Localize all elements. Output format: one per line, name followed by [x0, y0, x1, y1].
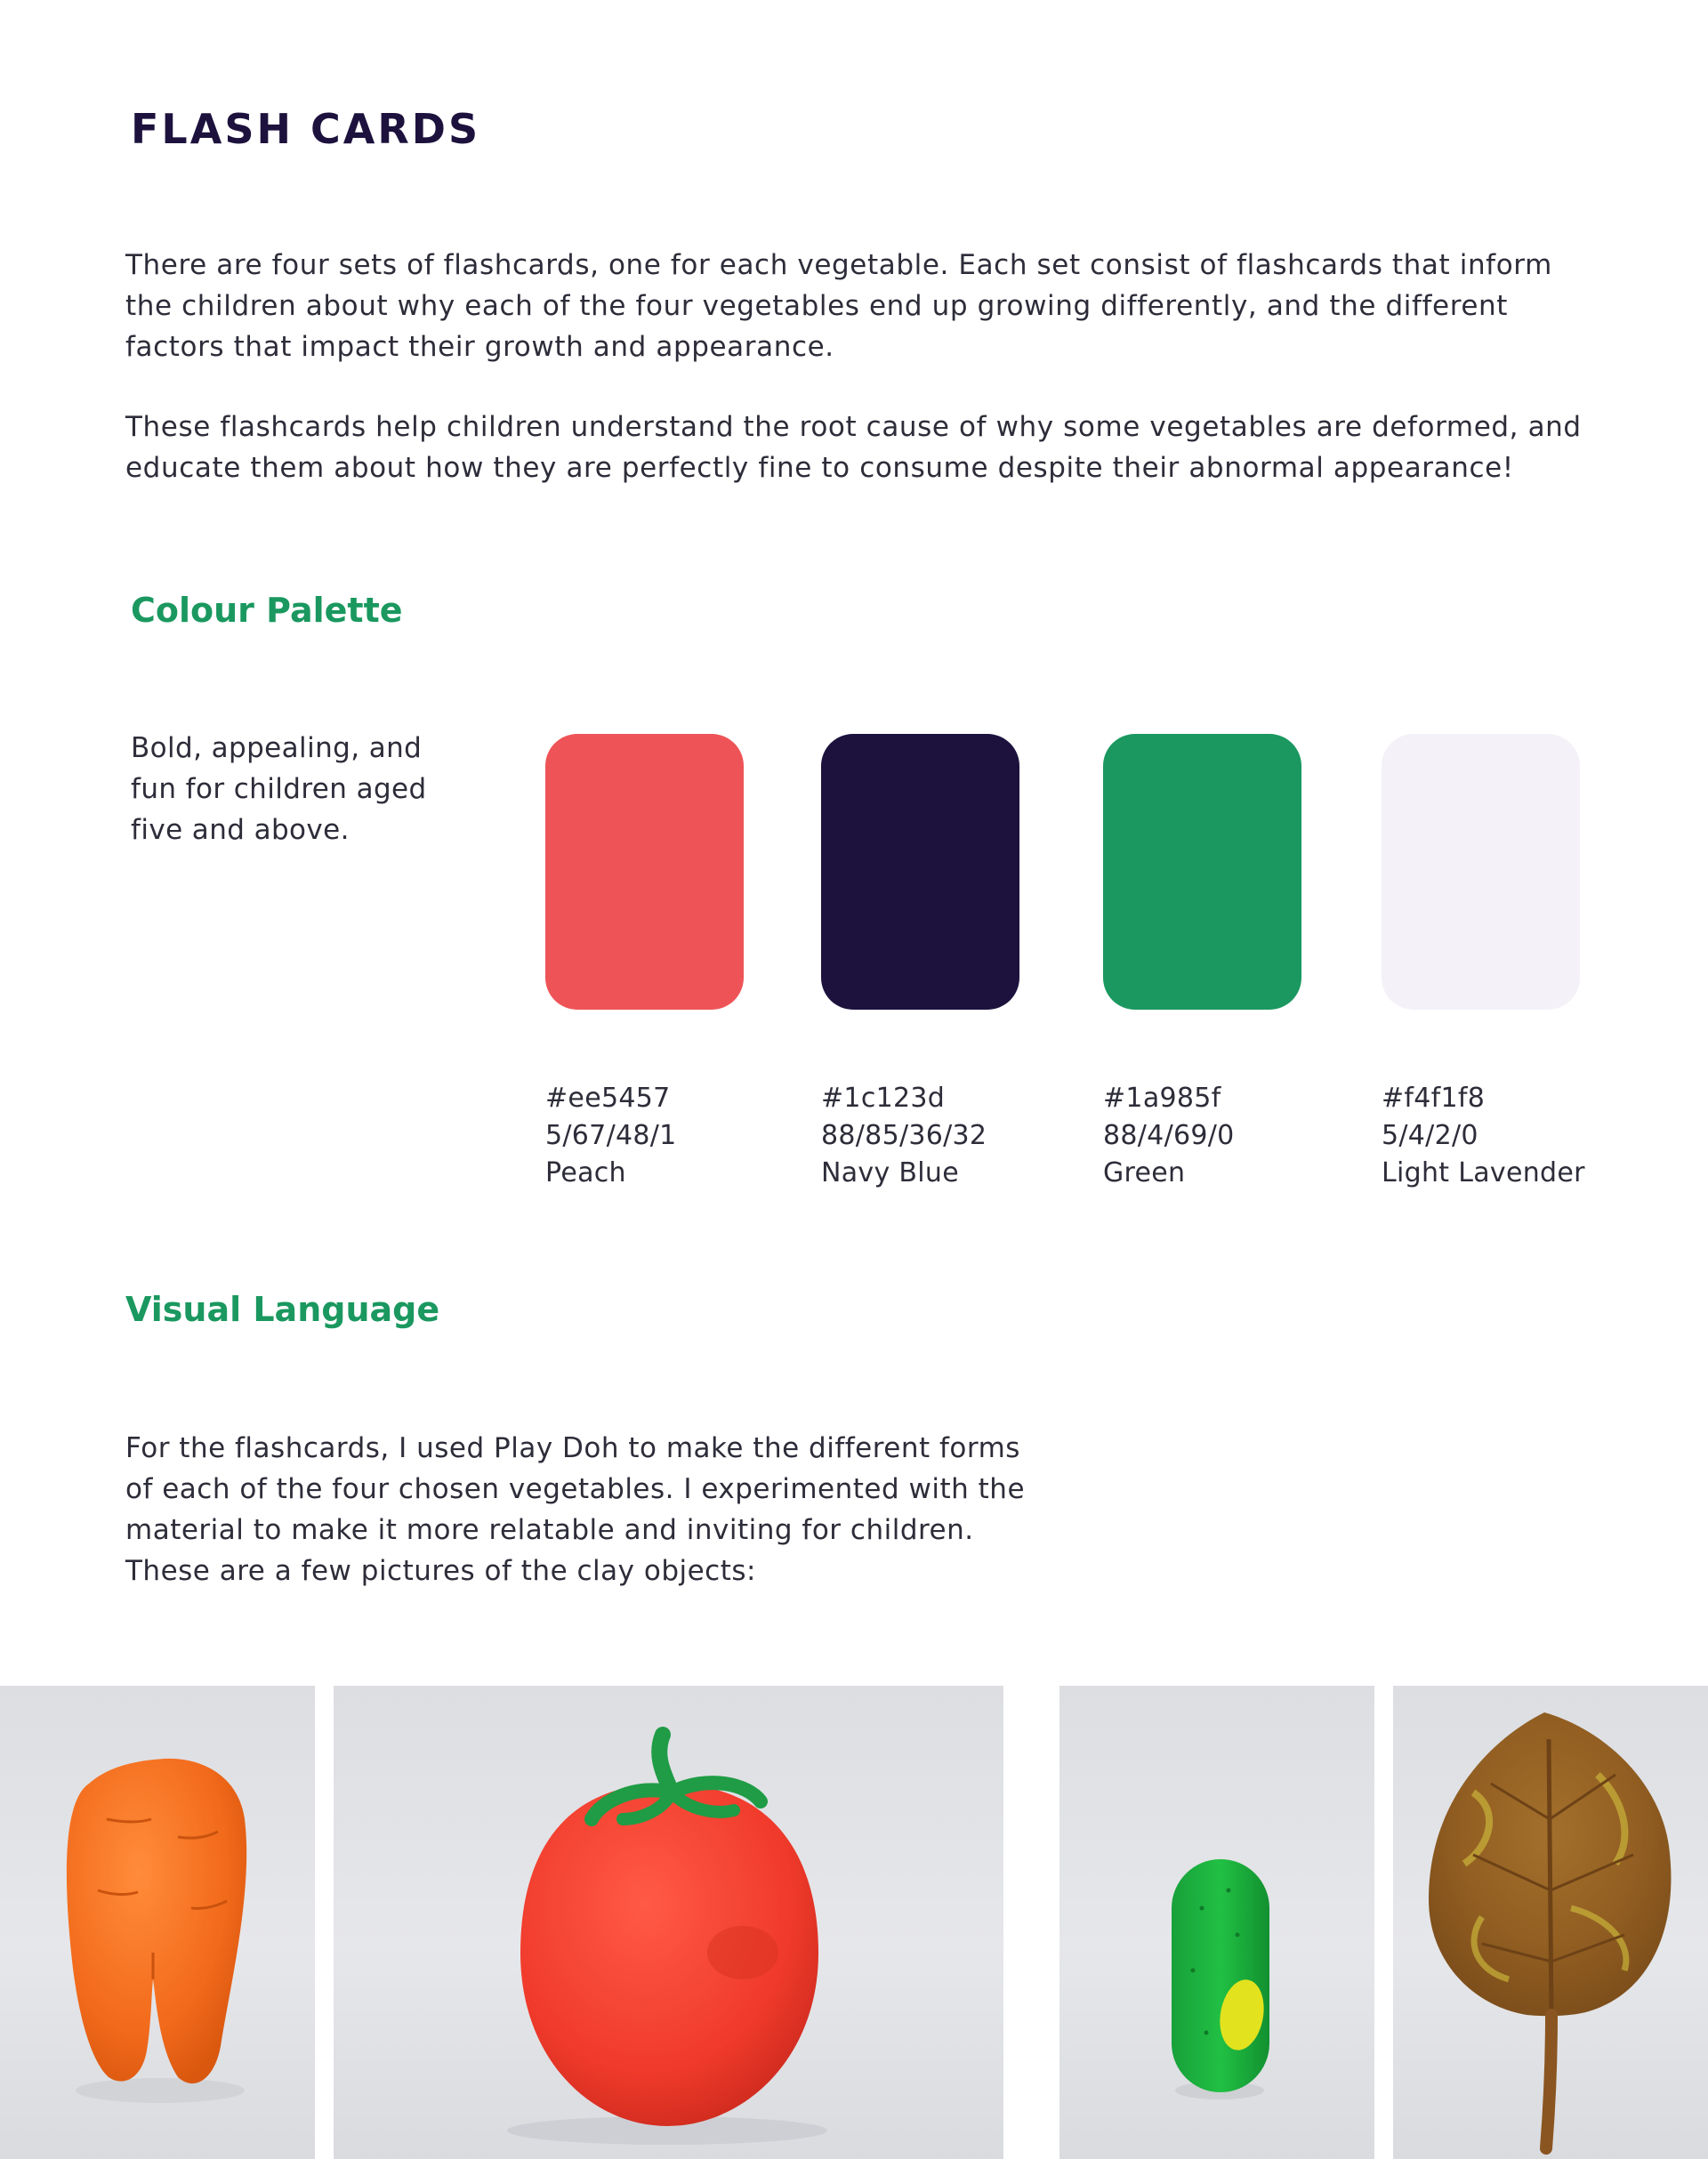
swatch-cmyk: 88/85/36/32: [821, 1120, 987, 1151]
spinach-leaf-icon: [1393, 1686, 1708, 2159]
swatch-hex: #1c123d: [821, 1083, 946, 1114]
swatch-peach: [545, 734, 744, 1010]
swatch-light-lavender: [1382, 734, 1580, 1010]
clay-spinach-leaf-photo: [1393, 1686, 1708, 2159]
clay-carrot-photo: [0, 1686, 315, 2159]
swatch-navy-blue: [821, 734, 1019, 1010]
swatch-info-light-lavender: [1382, 1080, 1585, 1192]
intro-paragraph-1: There are four sets of flashcards, one for each vegetable. Each set consist of flashcards that inform the children about why each of the four vegetables end up growing differently, and the different factors that impact their growth and appearance.: [125, 249, 1552, 363]
swatch-cmyk: 88/4/69/0: [1103, 1120, 1235, 1151]
intro-paragraph-2: These flashcards help children understand the root cause of why some vegetables are deformed, and educate them about how they are perfectly fine to consume despite their abnormal appearance!: [125, 411, 1582, 484]
swatch-name: Peach: [545, 1157, 626, 1188]
clay-cucumber-photo: [1059, 1686, 1374, 2159]
page-title: FLASH CARDS: [131, 105, 481, 153]
swatch-name: Green: [1103, 1157, 1186, 1188]
swatch-cmyk: 5/4/2/0: [1382, 1120, 1478, 1151]
swatch-cmyk: 5/67/48/1: [545, 1120, 677, 1151]
swatch-info-navy-blue: [821, 1080, 987, 1192]
colour-palette-description: Bold, appealing, and fun for children aged five and above.: [131, 732, 427, 846]
swatch-hex: #1a985f: [1103, 1083, 1221, 1114]
swatch-green: [1103, 734, 1301, 1010]
clay-tomato-photo: [334, 1686, 1003, 2159]
visual-language-heading: Visual Language: [125, 1290, 440, 1329]
swatch-name: Light Lavender: [1382, 1157, 1585, 1188]
colour-palette-heading: Colour Palette: [131, 591, 403, 630]
swatch-hex: #ee5457: [545, 1083, 671, 1114]
carrot-icon: [0, 1686, 315, 2159]
swatch-info-green: [1103, 1080, 1235, 1192]
swatch-name: Navy Blue: [821, 1157, 959, 1188]
swatch-hex: #f4f1f8: [1382, 1083, 1486, 1114]
tomato-icon: [334, 1686, 1003, 2159]
visual-language-description: For the flashcards, I used Play Doh to make the different forms of each of the four chosen vegetables. I experimented with the material to make it more relatable and inviting for children. These are a few pictures of the clay objects:: [125, 1432, 1026, 1587]
swatch-info-peach: [545, 1080, 677, 1192]
cucumber-icon: [1059, 1686, 1374, 2159]
